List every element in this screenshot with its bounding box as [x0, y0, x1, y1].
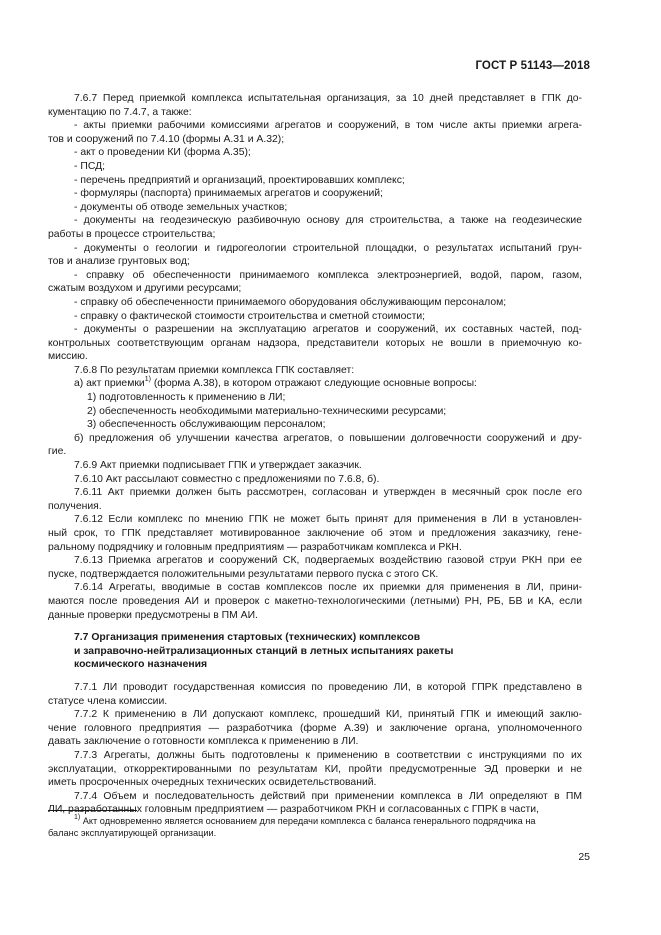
text-line	[48, 146, 582, 160]
text-line-content: ральному подрядчику и головным предприятиям — разработчикам комплекса и РКН.	[48, 541, 462, 553]
text-line-content: космического назначения	[74, 659, 208, 671]
text-line-content: сжатым воздухом и другими ресурсами;	[48, 283, 242, 295]
footnote-reference: 1)	[144, 376, 151, 383]
text-line-content: данные проверки предусмотрены в ПМ АИ.	[48, 609, 258, 621]
text-line-content: 7.6.13 Приемка агрегатов и сооружений СК, подвергаемых воздействию газовой струи РКН при ее	[74, 555, 582, 567]
text-line	[48, 337, 582, 351]
text-line	[48, 350, 582, 364]
text-line-content: 7.6.10 Акт рассылают совместно с предложениями по 7.6.8, б).	[74, 473, 380, 485]
text-line-content: - справку о фактической стоимости строительства и сметной стоимости;	[74, 310, 426, 322]
text-line	[48, 201, 582, 215]
text-line	[48, 282, 582, 296]
text-line	[48, 708, 582, 722]
text-line-content: миссию.	[48, 351, 88, 363]
text-line-content: - документы о разрешении на эксплуатацию агрегатов и сооружений, их составных частей, под-	[74, 324, 582, 336]
text-line-content: кументацию по 7.4.7, а также:	[48, 106, 192, 118]
text-line-content: - перечень предприятий и организаций, проектировавших комплекс;	[74, 174, 405, 186]
text-line-content: (форма А.38), в котором отражают следующие основные вопросы:	[150, 378, 477, 390]
text-line	[48, 459, 582, 473]
text-line	[48, 377, 582, 391]
text-line	[48, 722, 582, 736]
text-line	[48, 133, 582, 147]
text-line	[48, 513, 582, 527]
text-line-content: 7.6.9 Акт приемки подписывает ГПК и утверждает заказчик.	[74, 460, 362, 472]
text-line	[48, 486, 582, 500]
text-line	[48, 364, 582, 378]
text-line-content: 7.7.2 К применению в ЛИ допускают комплекс, прошедший КИ, принятый ГПК и имеющий заклю-	[74, 709, 582, 721]
text-line-content: - документы об отводе земельных участков;	[74, 201, 288, 213]
text-line	[48, 735, 582, 749]
text-line	[48, 92, 582, 106]
footnote-separator	[48, 810, 137, 811]
text-line-content: 7.7 Организация применения стартовых (технических) комплексов	[74, 632, 421, 644]
text-line	[48, 310, 582, 324]
text-line-content: - документы о геологии и гидрогеологии строительной площадки, о результатах испытаний грун-	[74, 242, 582, 254]
text-line-content: тов и сооружений по 7.4.10 (формы А.31 и А.32);	[48, 133, 285, 145]
text-line-content: иметь просроченных очередных технических освидетельствований.	[48, 777, 377, 789]
text-line	[48, 228, 582, 242]
text-line	[48, 214, 582, 228]
text-line-content: 2) обеспеченность необходимыми материально-техническими ресурсами;	[87, 405, 447, 417]
text-line-content: 7.7.4 Объем и последовательность действий при применении комплекса в ЛИ определяют в ПМ	[74, 790, 582, 802]
text-line-content: работы в процессе строительства;	[48, 228, 216, 240]
text-line-content: - справку об обеспеченности принимаемого комплекса электроэнергией, водой, паром, газом,	[74, 269, 582, 281]
text-line-content: 7.7.3 Агрегаты, должны быть подготовлены к применению в соответствии с инструкциями по их	[74, 749, 582, 761]
text-line-content: получения.	[48, 500, 102, 512]
text-line-content: контрольных соответствующим органам надзора, представители которых не вошли в приемочную ко-	[48, 337, 582, 349]
text-line	[48, 418, 582, 432]
text-line	[48, 405, 582, 419]
text-line	[48, 242, 582, 256]
text-line-content: давать заключение о готовности комплекса к применению в ЛИ.	[48, 736, 359, 748]
text-line	[48, 323, 582, 337]
text-line	[48, 296, 582, 310]
text-line	[48, 595, 582, 609]
text-line	[48, 119, 582, 133]
text-line-content: и заправочно-нейтрализационных станций в летных испытаниях ракеты	[74, 645, 454, 657]
text-line-content: 7.6.14 Агрегаты, вводимые в состав комплексов после их приемки для применения в ЛИ, прини-	[74, 582, 582, 594]
footnote-line-1	[48, 815, 582, 827]
text-line	[48, 106, 582, 120]
text-line	[48, 609, 582, 623]
text-line-content: а) акт приемки	[74, 378, 145, 390]
text-line-content: чение головного предприятия — разработчика (форме А.39) и заключение органа, уполномоченного	[48, 722, 582, 734]
text-line-content: 1) подготовленность к применению в ЛИ;	[87, 392, 286, 404]
text-line-content: маются после проведения АИ и проверок с макетно-технологическими (летными) РН, РБ, БВ и КА, если	[48, 595, 582, 607]
text-line	[48, 631, 582, 645]
text-line	[48, 432, 582, 446]
text-line	[48, 255, 582, 269]
footnote-line-2: баланс эксплуатирующей организации.	[48, 828, 217, 839]
text-line	[48, 554, 582, 568]
text-line-content: 7.6.11 Акт приемки должен быть рассмотрен, согласован и утвержден в месячный срок после его	[74, 487, 582, 499]
text-line	[48, 581, 582, 595]
text-line	[48, 645, 582, 659]
text-line-content: пуске, подтверждается положительными результатами первого пуска с этого СК.	[48, 568, 439, 580]
text-line-content: - документы на геодезическую разбивочную основу для строительства, а также на геодезические	[74, 215, 582, 227]
text-line-content: гие.	[48, 446, 67, 458]
footnote-mark: 1)	[74, 813, 81, 821]
text-line	[48, 269, 582, 283]
text-line	[48, 763, 582, 777]
text-line-content: - акт о проведении КИ (форма А.35);	[74, 147, 251, 159]
text-line	[48, 500, 582, 514]
text-line-content: - справку об обеспеченности принимаемого оборудования обслуживающим персоналом;	[74, 296, 507, 308]
text-line	[48, 776, 582, 790]
text-line-content: тов и анализе грунтовых вод;	[48, 256, 190, 268]
footnote-text-1: Акт одновременно является основанием для передачи комплекса с баланса генерального подрядчика на	[80, 816, 536, 826]
text-line	[48, 187, 582, 201]
text-line	[48, 681, 582, 695]
text-line-content: ЛИ, разработанных головным предприятием — разработчиком РКН и согласованных с ГПРК в части,	[48, 804, 539, 816]
text-line	[48, 749, 582, 763]
page-number: 25	[578, 851, 590, 863]
text-line	[48, 445, 582, 459]
text-line	[48, 174, 582, 188]
footnote	[48, 815, 582, 840]
text-line-content: 7.6.8 По результатам приемки комплекса ГПК составляет:	[74, 364, 355, 376]
document-body	[48, 92, 582, 817]
document-code-header: ГОСТ Р 51143—2018	[475, 60, 590, 72]
text-line	[48, 541, 582, 555]
text-line-content: ный срок, то ГПК представляет мотивированное заключение об этом и предложения заказчику, гене-	[48, 528, 582, 539]
text-line	[48, 658, 582, 672]
text-line-content: - акты приемки рабочими комиссиями агрегатов и сооружений, в том числе акты приемки агрега-	[74, 120, 582, 132]
text-line	[48, 391, 582, 405]
text-line-content: 7.7.1 ЛИ проводит государственная комиссия по проведению ЛИ, в которой ГПРК представлено в	[74, 681, 582, 693]
text-line-content: б) предложения об улучшении качества агрегатов, о повышении долговечности сооружений и дру-	[74, 432, 582, 444]
text-line	[48, 160, 582, 174]
text-line	[48, 790, 582, 804]
text-line-content: - формуляры (паспорта) принимаемых агрегатов и сооружений;	[74, 188, 383, 200]
text-line	[48, 527, 582, 541]
text-line-content: 7.6.7 Перед приемкой комплекса испытательная организация, за 10 дней представляет в ГПК до-	[74, 93, 582, 104]
text-line-content: 3) обеспеченность обслуживающим персоналом;	[87, 419, 326, 431]
text-line	[48, 695, 582, 709]
text-line-content: 7.6.12 Если комплекс по мнению ГПК не может быть принят для применения в ЛИ в установлен-	[74, 514, 582, 526]
text-line-content: статусе члена комиссии.	[48, 695, 168, 707]
text-line	[48, 568, 582, 582]
text-line	[48, 473, 582, 487]
text-line-content: эксплуатации, откорректированными по результатам КИ, пройти предусмотренные ЭД проверки и не	[48, 763, 582, 775]
text-line-content: - ПСД;	[74, 160, 106, 172]
